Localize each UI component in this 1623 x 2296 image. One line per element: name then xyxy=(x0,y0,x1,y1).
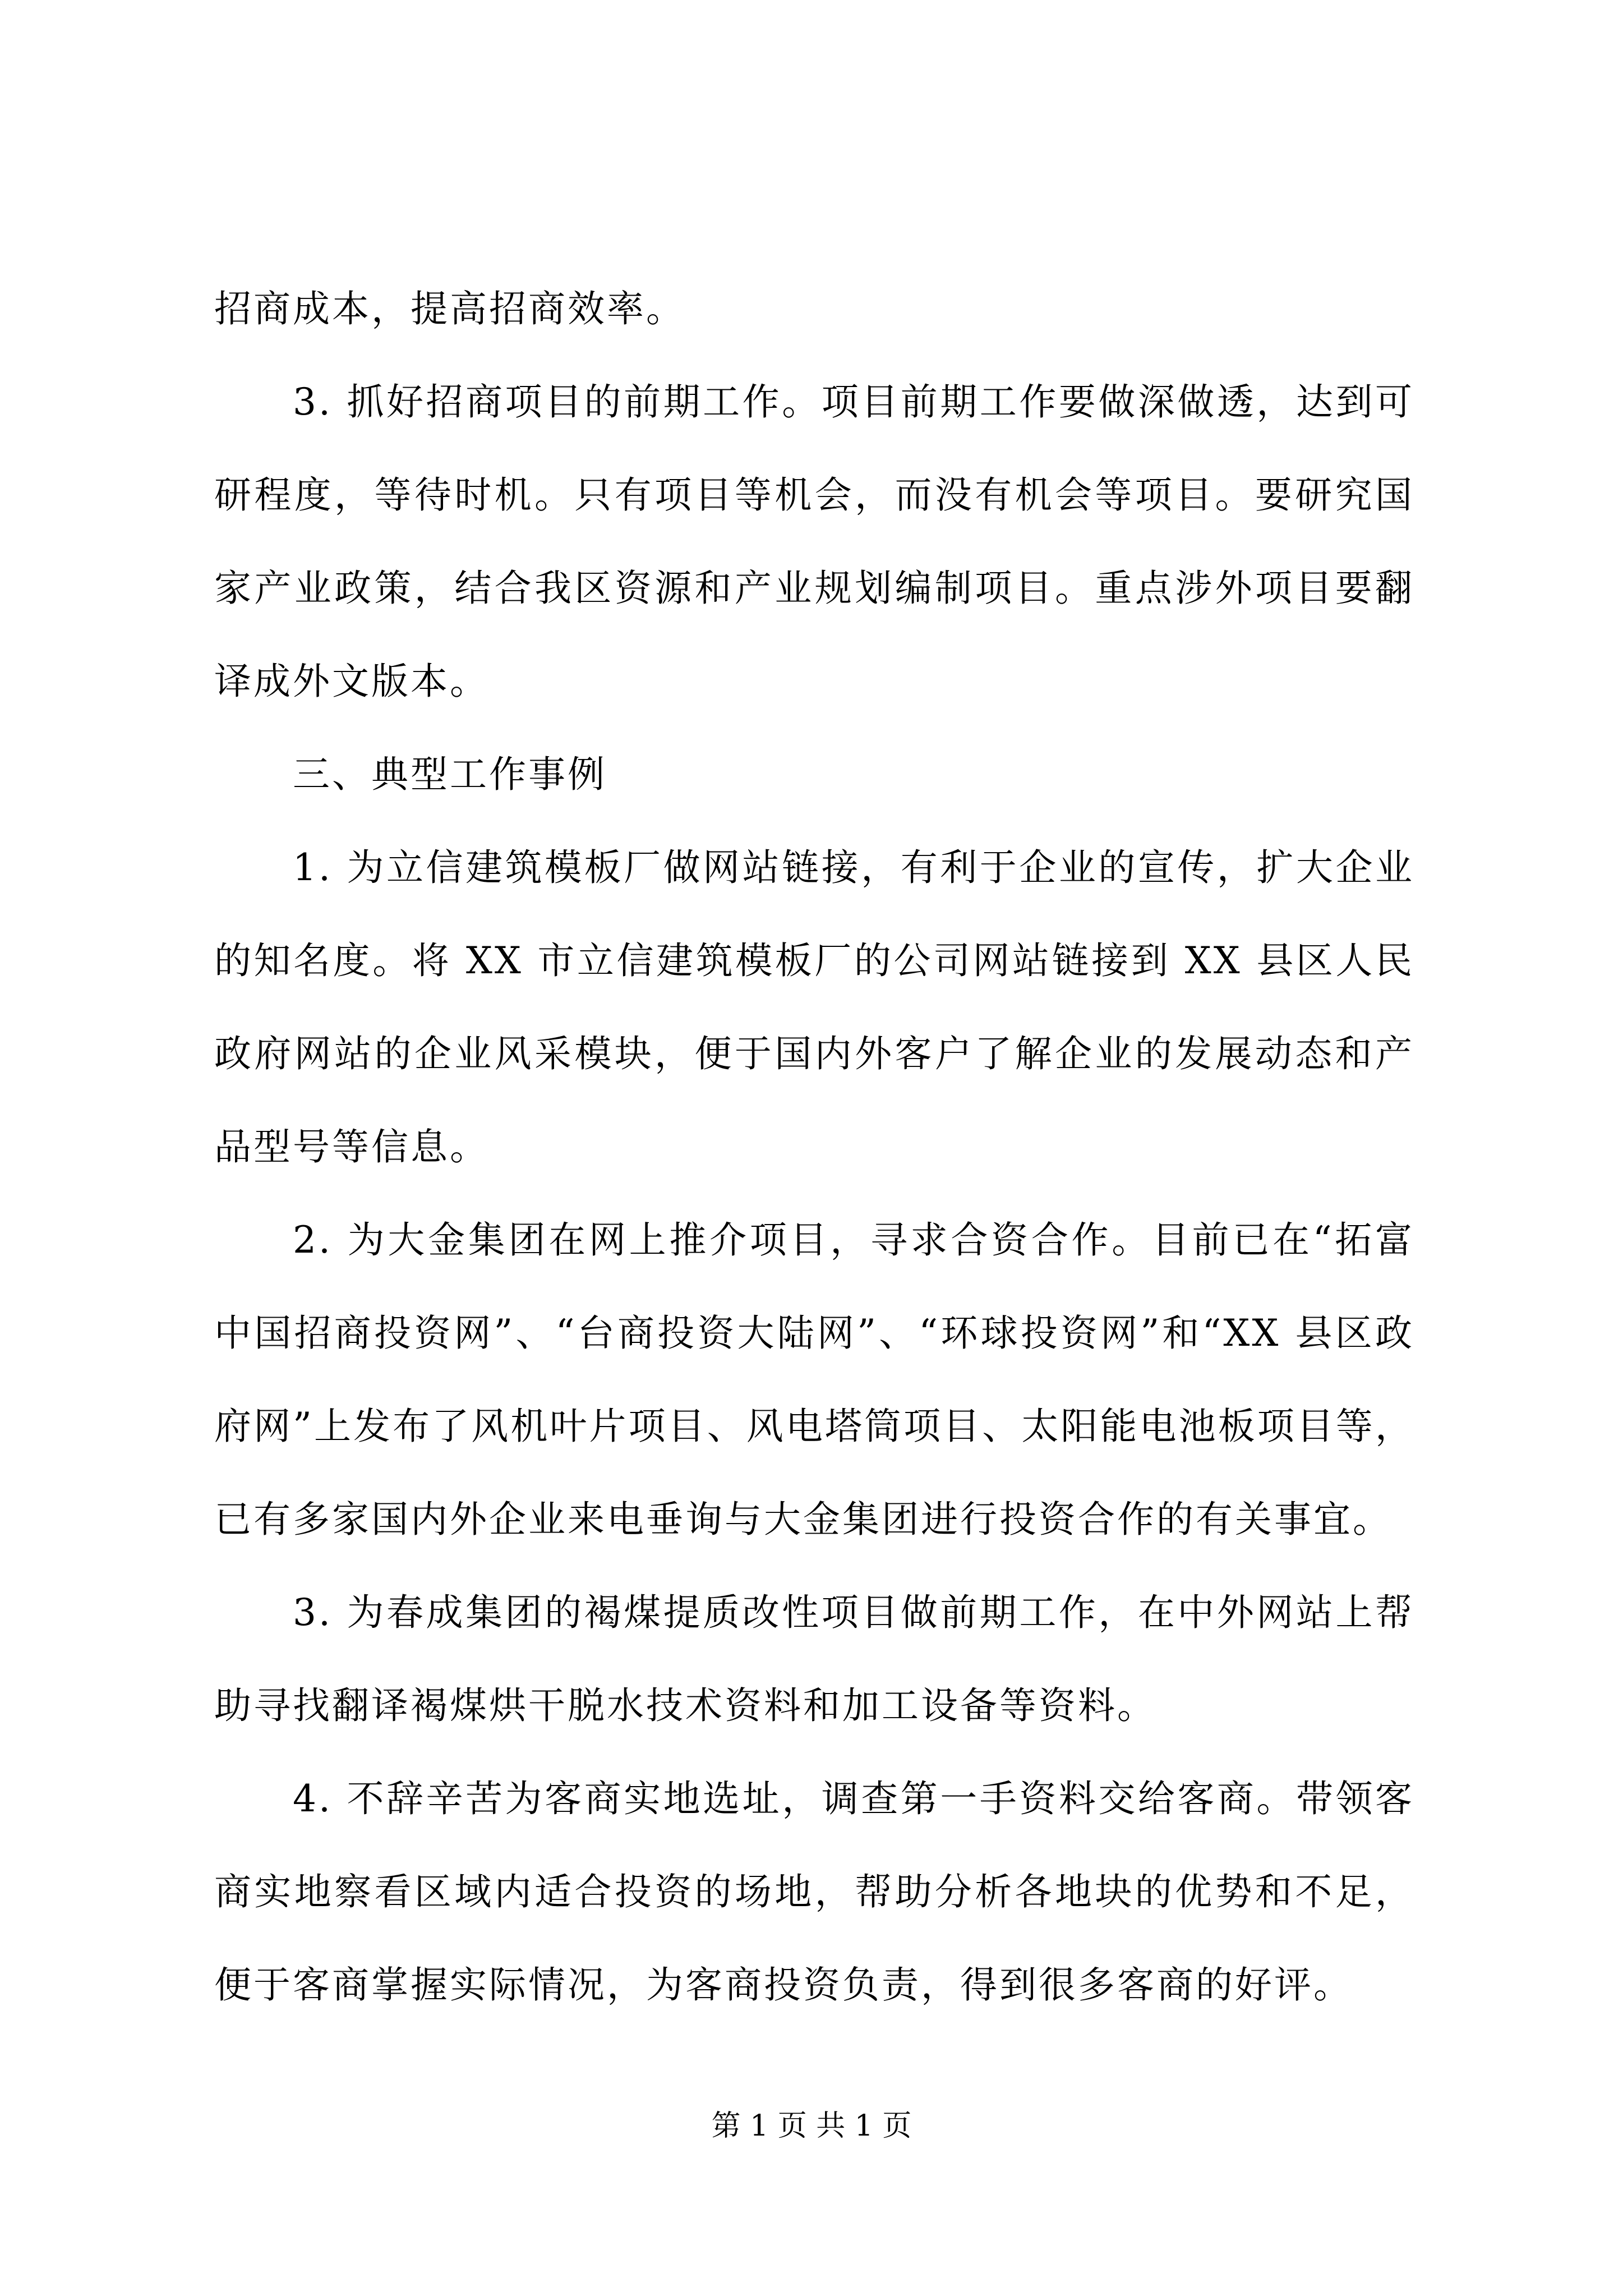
paragraph-continuation: 招商成本，提高招商效率。 xyxy=(214,287,685,330)
paragraph-case-4: 4. 不辞辛苦为客商实地选址，调查第一手资料交给客商。带领客商实地察看区域内适合投资的场地，帮助分析各地块的优势和不足，便于客商掌握实际情况，为客商投资负责，得到很多客商的好评。 xyxy=(214,1777,1414,2007)
document-body xyxy=(214,263,1414,2032)
paragraph-case-2: 2. 为大金集团在网上推介项目，寻求合资合作。目前已在“拓富中国招商投资网”、“台商投资大陆网”、“环球投资网”和“XX 县区政府网”上发布了风机叶片项目、风电塔筒项目、太阳能电池板项目等，已有多家国内外企业来电垂询与大金集团进行投资合作的有关事宜。 xyxy=(214,1218,1414,1541)
page-number-footer: 第 1 页 共 1 页 xyxy=(711,2109,912,2143)
paragraph-case-1: 1. 为立信建筑模板厂做网站链接，有利于企业的宣传，扩大企业的知名度。将 XX 市立信建筑模板厂的公司网站链接到 XX 县区人民政府网站的企业风采模块，便于国内外客户了解企业的发展动态和产品型号等信息。 xyxy=(214,846,1414,1168)
paragraph-item-3-preliminary-work: 3. 抓好招商项目的前期工作。项目前期工作要做深做透，达到可研程度，等待时机。只有项目等机会，而没有机会等项目。要研究国家产业政策，结合我区资源和产业规划编制项目。重点涉外项目要翻译成外文版本。 xyxy=(214,380,1414,703)
paragraph-case-3: 3. 为春成集团的褐煤提质改性项目做前期工作，在中外网站上帮助寻找翻译褐煤烘干脱水技术资料和加工设备等资料。 xyxy=(214,1591,1414,1727)
section-heading-typical-cases: 三、典型工作事例 xyxy=(293,753,607,796)
